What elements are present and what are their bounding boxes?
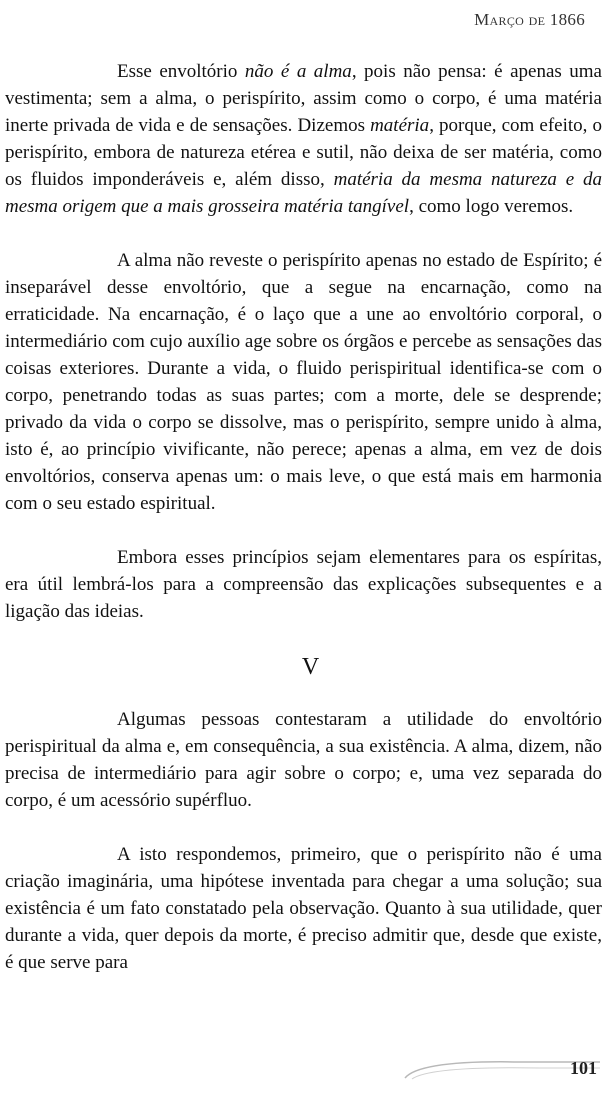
- running-header: [474, 10, 585, 30]
- footer-swoosh-ornament: [0, 1048, 607, 1088]
- italic-text: matéria da mesma natureza e da mesma origem que a mais grosseira matéria tangível: [5, 169, 602, 217]
- text-segment: Esse envoltório: [117, 61, 245, 82]
- paragraphs-before-section: [5, 58, 602, 625]
- italic-text: não é a alma: [244, 61, 352, 82]
- text-segment: A isto respondemos, primeiro, que o perispírito não é uma criação imaginária, uma hipótese inventada para chegar a uma solução; sua existência é um fato constatado pela observação. Quanto à sua utilidade, quer durante a vida, quer depois da morte, é preciso admitir que, desde que existe, é que serve para: [5, 844, 602, 973]
- italic-text: matéria: [370, 115, 430, 136]
- page-number: 101: [570, 1058, 597, 1078]
- paragraph: [5, 544, 602, 625]
- running-title-initial: M: [474, 10, 490, 29]
- running-year: 1866: [549, 10, 585, 29]
- page-footer: [0, 1048, 607, 1088]
- text-segment: Algumas pessoas contestaram a utilidade do envoltório perispiritual da alma e, em consequência, a sua existência. A alma, dizem, não precisa de intermediário para agir sobre o corpo; e, uma vez separada do corpo, é um acessório supérfluo.: [5, 709, 602, 811]
- paragraphs-after-section: [5, 706, 602, 976]
- paragraph: [5, 58, 602, 220]
- paragraph: [5, 247, 602, 517]
- running-title-rest: arço de: [489, 10, 546, 29]
- section-heading: V: [301, 654, 320, 680]
- paragraph: [5, 706, 602, 814]
- text-segment: , pois não pensa: é apenas uma vestimenta; sem a alma, o perispírito, assim como o corpo, é uma matéria inerte privada de vida e de sensações. Dizemos: [5, 61, 602, 136]
- text-segment: , porque, com efeito, o perispírito, embora de natureza etérea e sutil, não deixa de ser matéria, como os fluidos imponderáveis e, além disso,: [5, 115, 602, 190]
- paragraph: [5, 841, 602, 976]
- text-segment: , como logo veremos.: [409, 196, 574, 217]
- page-body: [5, 58, 602, 1003]
- text-segment: Embora esses princípios sejam elementares para os espíritas, era útil lembrá-los para a compreensão das explicações subsequentes e a ligação das ideias.: [5, 547, 602, 622]
- text-segment: A alma não reveste o perispírito apenas no estado de Espírito; é inseparável desse envoltório, que a segue na encarnação, como na erraticidade. Na encarnação, é o laço que a une ao envoltório corporal, o intermediário com cujo auxílio age sobre os órgãos e percebe as sensações das coisas exteriores. Durante a vida, o fluido perispiritual identifica-se com o corpo, penetrando todas as suas partes; com a morte, dele se desprende; privado da vida o corpo se dissolve, mas o perispírito, sempre unido à alma, isto é, ao princípio vivificante, não perece; apenas a alma, em vez de dois envoltórios, conserva apenas um: o mais leve, o que está mais em harmonia com o seu estado espiritual.: [5, 250, 602, 514]
